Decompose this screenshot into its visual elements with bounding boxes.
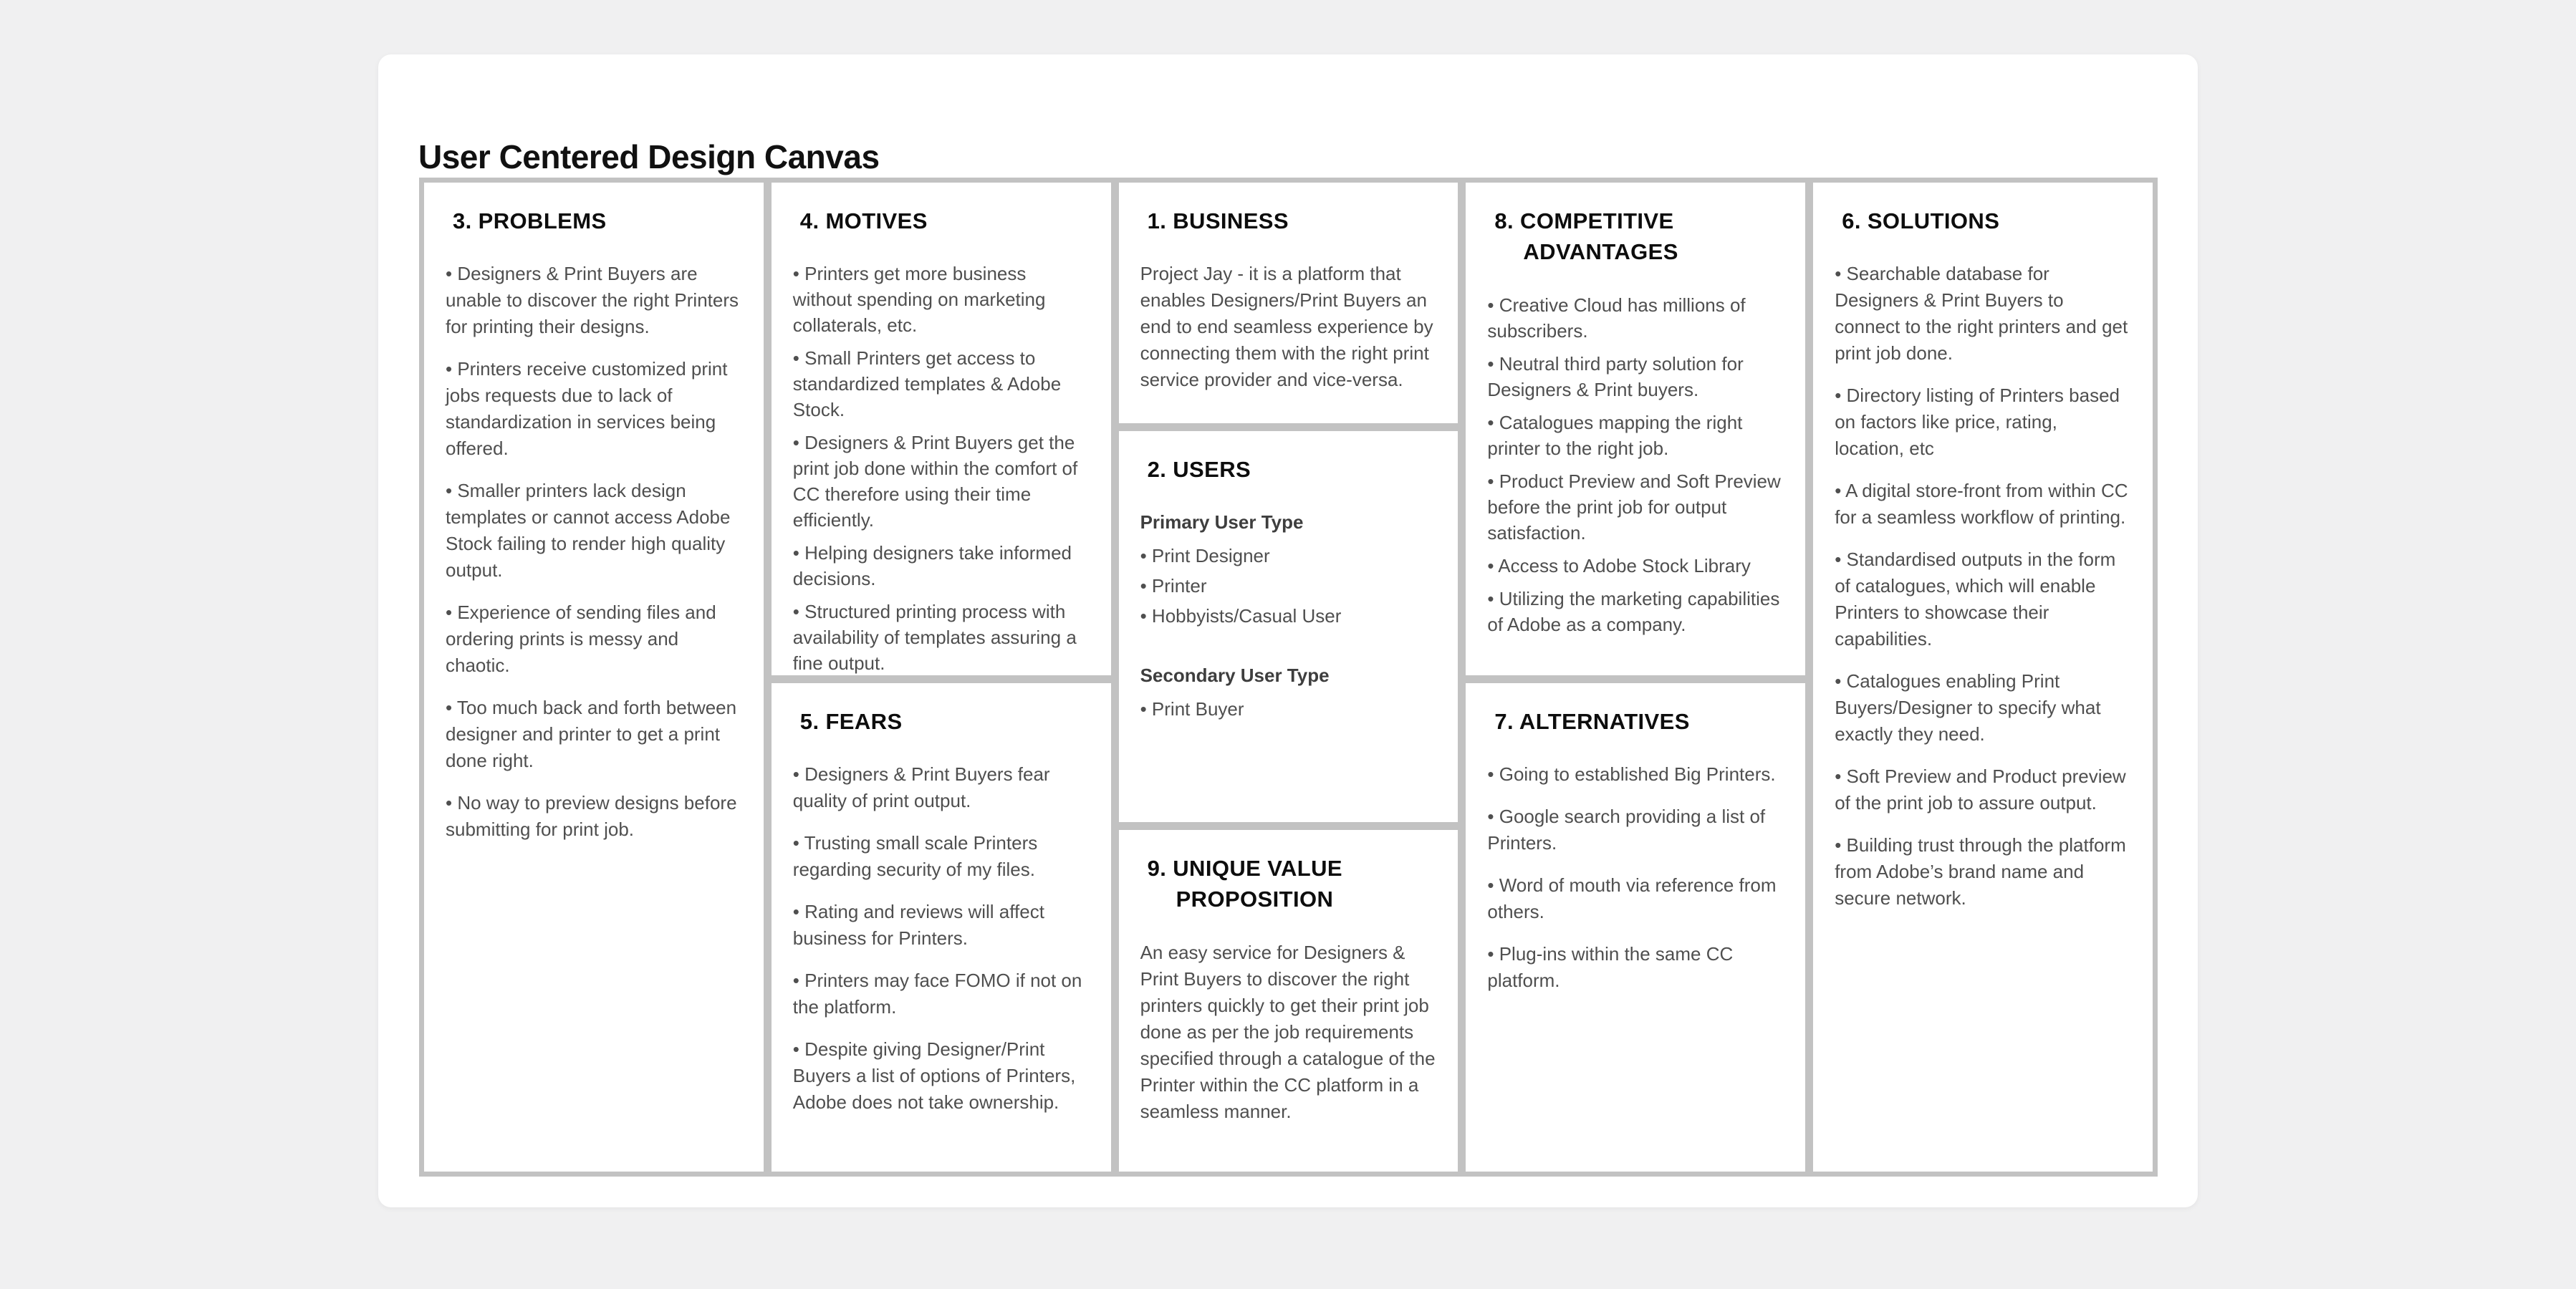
- column-problems: [424, 183, 764, 1172]
- fears-bullet: • Despite giving Designer/Print Buyers a list of options of Printers, Adobe does not take ownership.: [792, 1038, 1076, 1114]
- business-description: Project Jay - it is a platform that enables Designers/Print Buyers an end to end seamless experience by connecting them with the right print service provider and vice-versa.: [1140, 263, 1433, 391]
- section-solutions-title: 6. SOLUTIONS: [1842, 208, 2000, 233]
- section-users: [1119, 431, 1458, 822]
- alternatives-bullet: • Word of mouth via reference from others.: [1487, 874, 1777, 923]
- section-advantages-title: 8. COMPETITIVE ADVANTAGES: [1494, 208, 1678, 265]
- secondary-user-group: [1140, 662, 1437, 724]
- section-problems-title: 3. PROBLEMS: [453, 208, 607, 233]
- advantages-bullet: • Access to Adobe Stock Library: [1487, 554, 1751, 576]
- problems-bullet: • Designers & Print Buyers are unable to discover the right Printers for printing their designs.: [446, 263, 739, 338]
- section-fears: [772, 683, 1111, 1172]
- solutions-bullet: • Directory listing of Printers based on factors like price, rating, location, etc: [1835, 385, 2120, 460]
- fears-bullet: • Rating and reviews will affect business for Printers.: [792, 901, 1044, 950]
- primary-user-heading: Primary User Type: [1140, 511, 1304, 534]
- motives-bullet: • Small Printers get access to standardized templates & Adobe Stock.: [792, 347, 1062, 421]
- uvp-description: An easy service for Designers & Print Buyers to discover the right printers quickly to get their print job done as per the job requirements specified through a catalogue of the Printer within the CC platform in a seamless manner.: [1140, 941, 1436, 1122]
- problems-bullet: • No way to preview designs before submitting for print job.: [446, 792, 737, 841]
- user-item: • Printer: [1140, 575, 1207, 597]
- user-item: • Print Buyer: [1140, 698, 1244, 720]
- user-item: • Hobbyists/Casual User: [1140, 605, 1342, 627]
- solutions-bullet: • Soft Preview and Product preview of the print job to assure output.: [1835, 766, 2126, 814]
- solutions-bullet: • Catalogues enabling Print Buyers/Designer to specify what exactly they need.: [1835, 670, 2101, 745]
- fears-bullet: • Designers & Print Buyers fear quality of print output.: [792, 763, 1050, 812]
- primary-user-group: [1140, 509, 1437, 631]
- section-business-title: 1. BUSINESS: [1147, 208, 1289, 233]
- section-alternatives-title: 7. ALTERNATIVES: [1494, 709, 1690, 734]
- design-canvas-grid: [419, 178, 2158, 1177]
- alternatives-bullet: • Google search providing a list of Printers.: [1487, 806, 1766, 854]
- section-users-title: 2. USERS: [1147, 457, 1251, 482]
- section-competitive-advantages: [1466, 183, 1805, 675]
- section-motives-title: 4. MOTIVES: [799, 208, 928, 233]
- section-uvp-title: 9. UNIQUE VALUE PROPOSITION: [1147, 856, 1342, 912]
- problems-bullet: • Experience of sending files and ordering prints is messy and chaotic.: [446, 602, 716, 677]
- solutions-bullet: • A digital store-front from within CC for a seamless workflow of printing.: [1835, 480, 2128, 528]
- solutions-bullet: • Building trust through the platform from Adobe’s brand name and secure network.: [1835, 834, 2126, 909]
- problems-bullet: • Too much back and forth between designer and printer to get a print done right.: [446, 697, 737, 772]
- section-fears-title: 5. FEARS: [799, 709, 903, 734]
- advantages-bullet: • Creative Cloud has millions of subscribers.: [1487, 294, 1746, 342]
- fears-bullet: • Printers may face FOMO if not on the platform.: [792, 970, 1082, 1018]
- solutions-bullet: • Searchable database for Designers & Print Buyers to connect to the right printers and get print job done.: [1835, 263, 2128, 365]
- secondary-user-heading: Secondary User Type: [1140, 665, 1330, 687]
- column-advantages-alternatives: [1466, 183, 1805, 1172]
- alternatives-bullet: • Going to established Big Printers.: [1487, 763, 1776, 786]
- section-problems: [424, 183, 764, 1172]
- motives-bullet: • Printers get more business without spending on marketing collaterals, etc.: [792, 263, 1046, 337]
- user-item: • Print Designer: [1140, 545, 1270, 567]
- fears-bullet: • Trusting small scale Printers regarding security of my files.: [792, 832, 1038, 881]
- section-business: [1119, 183, 1458, 423]
- column-motives-fears: [772, 183, 1111, 1172]
- section-alternatives: [1466, 683, 1805, 1172]
- column-solutions: [1813, 183, 2153, 1172]
- page-title: User Centered Design Canvas: [418, 138, 880, 175]
- alternatives-bullet: • Plug-ins within the same CC platform.: [1487, 943, 1734, 992]
- advantages-bullet: • Product Preview and Soft Preview before the print job for output satisfaction.: [1487, 470, 1781, 544]
- advantages-bullet: • Utilizing the marketing capabilities of Adobe as a company.: [1487, 587, 1780, 635]
- solutions-bullet: • Standardised outputs in the form of catalogues, which will enable Printers to showcase their capabilities.: [1835, 549, 2116, 650]
- advantages-bullet: • Catalogues mapping the right printer to the right job.: [1487, 411, 1743, 459]
- section-solutions: [1813, 183, 2153, 1172]
- section-motives: [772, 183, 1111, 675]
- motives-bullet: • Structured printing process with availability of templates assuring a fine output.: [792, 601, 1077, 675]
- motives-bullet: • Helping designers take informed decisions.: [792, 542, 1072, 590]
- advantages-bullet: • Neutral third party solution for Designers & Print buyers.: [1487, 352, 1744, 400]
- column-business-users-uvp: [1119, 183, 1458, 1172]
- canvas-card: [378, 54, 2198, 1207]
- problems-bullet: • Smaller printers lack design templates or cannot access Adobe Stock failing to render high quality output.: [446, 480, 731, 581]
- section-unique-value-proposition: [1119, 830, 1458, 1172]
- problems-bullet: • Printers receive customized print jobs requests due to lack of standardization in services being offered.: [446, 358, 728, 460]
- motives-bullet: • Designers & Print Buyers get the print job done within the comfort of CC therefore using their time efficiently.: [792, 432, 1078, 531]
